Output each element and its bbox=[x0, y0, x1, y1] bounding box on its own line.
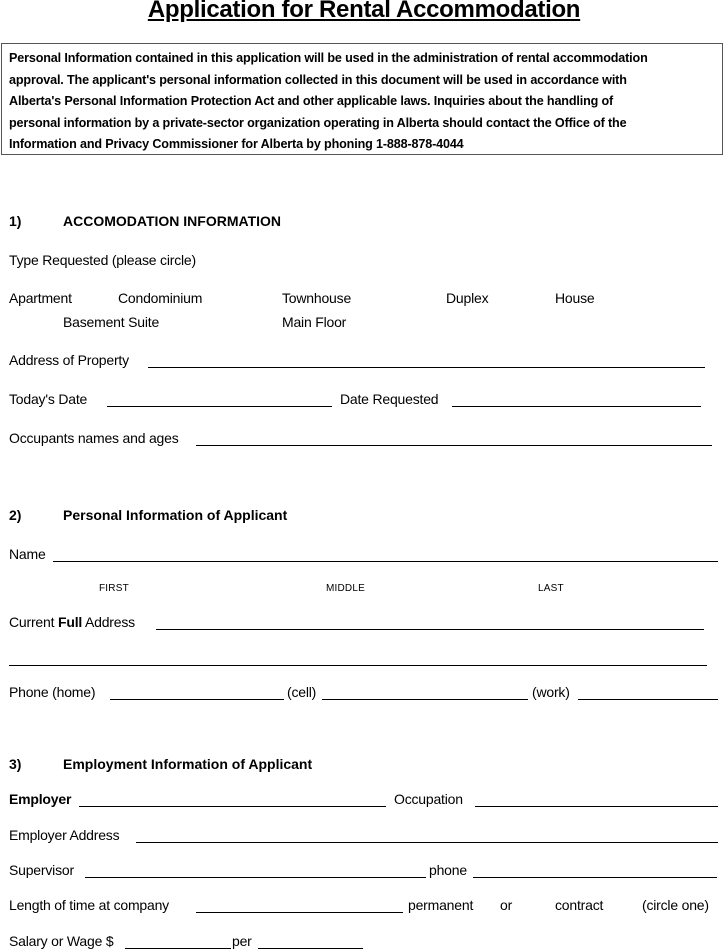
option-or: or bbox=[500, 897, 513, 913]
section-2-heading: Personal Information of Applicant bbox=[63, 507, 288, 523]
phone-work-field[interactable] bbox=[578, 699, 718, 700]
name-field[interactable] bbox=[53, 561, 718, 562]
notice-line: personal information by a private-sector organization operating in Alberta should contact the Office of the bbox=[9, 115, 627, 130]
current-address-field-line-2[interactable] bbox=[9, 665, 707, 666]
length-of-time-label: Length of time at company bbox=[9, 897, 169, 913]
employer-field[interactable] bbox=[79, 806, 386, 807]
section-3-heading: Employment Information of Applicant bbox=[63, 756, 313, 772]
address-of-property-field[interactable] bbox=[148, 367, 705, 368]
page-title: Application for Rental Accommodation bbox=[147, 0, 581, 23]
supervisor-field[interactable] bbox=[85, 877, 426, 878]
type-requested-label: Type Requested (please circle) bbox=[9, 252, 196, 268]
supervisor-phone-label: phone bbox=[429, 862, 467, 878]
section-3-number: 3) bbox=[9, 756, 22, 772]
supervisor-phone-field[interactable] bbox=[473, 877, 717, 878]
section-2-number: 2) bbox=[9, 507, 22, 523]
occupants-field[interactable] bbox=[196, 445, 712, 446]
option-permanent[interactable]: permanent bbox=[408, 897, 474, 913]
option-contract[interactable]: contract bbox=[555, 897, 604, 913]
occupation-label: Occupation bbox=[394, 791, 463, 807]
todays-date-field[interactable] bbox=[107, 406, 332, 407]
phone-cell-label: (cell) bbox=[287, 684, 317, 700]
circle-one-note: (circle one) bbox=[642, 897, 709, 913]
employer-address-field[interactable] bbox=[136, 842, 718, 843]
current-address-field[interactable] bbox=[156, 629, 704, 630]
type-option-house[interactable]: House bbox=[555, 290, 595, 306]
type-option-duplex[interactable]: Duplex bbox=[446, 290, 489, 306]
notice-line: approval. The applicant's personal information collected in this document will be used in accordance with bbox=[9, 72, 627, 87]
per-field[interactable] bbox=[258, 948, 363, 949]
date-requested-label: Date Requested bbox=[340, 391, 439, 407]
length-of-time-field[interactable] bbox=[196, 912, 403, 913]
date-requested-field[interactable] bbox=[452, 406, 701, 407]
current-address-label-post: Address bbox=[82, 614, 135, 630]
notice-line: Information and Privacy Commissioner for Alberta by phoning 1-888-878-4044 bbox=[9, 137, 464, 152]
per-label: per bbox=[232, 933, 252, 949]
salary-field[interactable] bbox=[125, 948, 231, 949]
phone-work-label: (work) bbox=[532, 684, 570, 700]
notice-line: Personal Information contained in this application will be used in the administration of rental accommodation bbox=[9, 51, 648, 65]
name-part-first: FIRST bbox=[99, 583, 129, 594]
type-option-basement-suite[interactable]: Basement Suite bbox=[63, 314, 160, 330]
name-part-last: LAST bbox=[538, 583, 564, 594]
phone-cell-field[interactable] bbox=[322, 699, 528, 700]
phone-home-label: Phone (home) bbox=[9, 684, 96, 700]
type-option-main-floor[interactable]: Main Floor bbox=[282, 314, 347, 330]
privacy-notice bbox=[1, 43, 723, 155]
section-1-heading: ACCOMODATION INFORMATION bbox=[63, 213, 282, 229]
name-part-middle: MIDDLE bbox=[326, 583, 365, 594]
section-1-number: 1) bbox=[9, 213, 22, 229]
name-label: Name bbox=[9, 546, 46, 562]
address-of-property-label: Address of Property bbox=[9, 352, 129, 368]
occupation-field[interactable] bbox=[475, 806, 718, 807]
employer-label: Employer bbox=[9, 791, 72, 807]
salary-label: Salary or Wage $ bbox=[9, 933, 114, 949]
current-address-label-pre: Current bbox=[9, 614, 58, 630]
current-address-label-bold: Full bbox=[57, 614, 83, 630]
employer-address-label: Employer Address bbox=[9, 827, 120, 843]
occupants-label: Occupants names and ages bbox=[9, 430, 179, 446]
current-address-label bbox=[9, 614, 135, 630]
type-option-condominium[interactable]: Condominium bbox=[118, 290, 203, 306]
phone-home-field[interactable] bbox=[110, 699, 284, 700]
todays-date-label: Today's Date bbox=[9, 391, 88, 407]
notice-line: Alberta's Personal Information Protection Act and other applicable laws. Inquiries about the handling of bbox=[9, 94, 614, 109]
type-option-apartment[interactable]: Apartment bbox=[9, 290, 72, 306]
type-option-townhouse[interactable]: Townhouse bbox=[282, 290, 352, 306]
supervisor-label: Supervisor bbox=[9, 862, 74, 878]
